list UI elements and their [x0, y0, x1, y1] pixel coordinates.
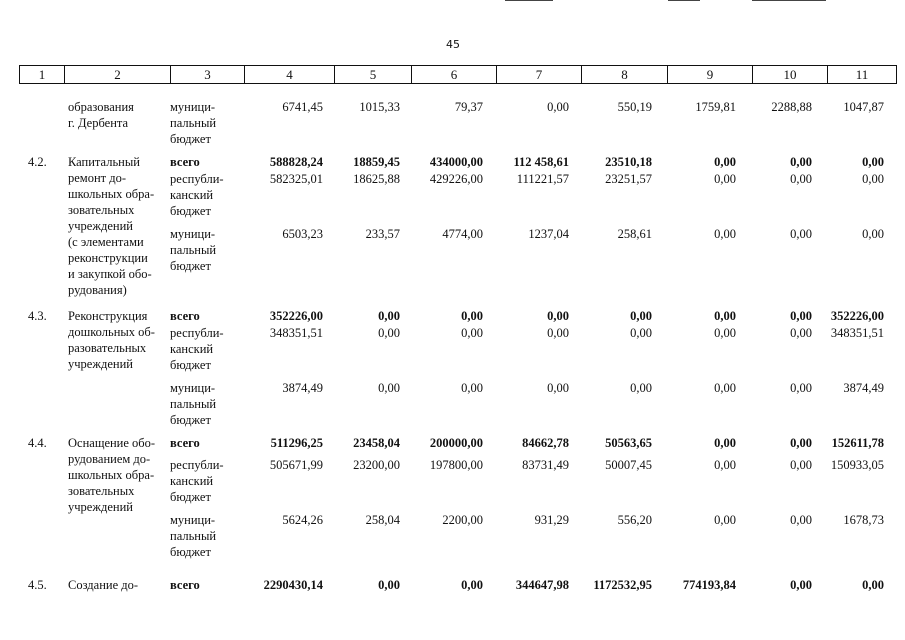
value-cell: 0,00	[714, 436, 736, 450]
source-label: муници- пальный бюджет	[170, 513, 217, 559]
value-cell: 0,00	[378, 326, 400, 340]
value-cell: 0,00	[378, 309, 400, 323]
col-header: 10	[753, 66, 828, 84]
value-cell: 429226,00	[429, 172, 483, 186]
col-header: 9	[668, 66, 753, 84]
value-cell: 0,00	[862, 578, 884, 592]
source-label: республи- канский бюджет	[170, 172, 224, 218]
value-cell: 588828,24	[269, 155, 323, 169]
value-cell: 0,00	[714, 458, 736, 472]
value-cell: 0,00	[790, 513, 812, 527]
value-cell: 0,00	[714, 172, 736, 186]
col-header: 1	[20, 66, 65, 84]
value-cell: 2290430,14	[263, 578, 323, 592]
col-header: 5	[335, 66, 412, 84]
value-cell: 774193,84	[682, 578, 736, 592]
value-cell: 3874,49	[282, 381, 323, 395]
row-id: 4.5.	[28, 578, 47, 592]
value-cell: 0,00	[461, 326, 483, 340]
source-label: республи- канский бюджет	[170, 458, 224, 504]
source-label: всего	[170, 578, 200, 592]
value-cell: 0,00	[790, 458, 812, 472]
column-header-row	[19, 65, 897, 84]
row-name: Капитальный ремонт до- школьных обра- зовательных учреждений (с элементами реконструкции и закупкой обо- рудования)	[68, 155, 155, 297]
value-cell: 0,00	[714, 227, 736, 241]
value-cell: 1759,81	[695, 100, 736, 114]
value-cell: 0,00	[630, 381, 652, 395]
value-cell: 0,00	[790, 326, 812, 340]
value-cell: 18859,45	[353, 155, 400, 169]
value-cell: 1237,04	[528, 227, 569, 241]
value-cell: 352226,00	[269, 309, 323, 323]
value-cell: 511296,25	[270, 436, 323, 450]
value-cell: 6503,23	[282, 227, 323, 241]
value-cell: 18625,88	[353, 172, 400, 186]
value-cell: 0,00	[547, 381, 569, 395]
col-header: 4	[245, 66, 335, 84]
value-cell: 931,29	[534, 513, 569, 527]
value-cell: 4774,00	[442, 227, 483, 241]
value-cell: 582325,01	[269, 172, 323, 186]
value-cell: 5624,26	[282, 513, 323, 527]
value-cell: 0,00	[461, 381, 483, 395]
value-cell: 0,00	[714, 326, 736, 340]
source-label: всего	[170, 436, 200, 450]
page-number: 45	[446, 38, 460, 51]
source-label: муници- пальный бюджет	[170, 100, 217, 146]
value-cell: 0,00	[790, 578, 812, 592]
col-header: 3	[171, 66, 245, 84]
source-label: республи- канский бюджет	[170, 326, 224, 372]
value-cell: 505671,99	[269, 458, 323, 472]
value-cell: 50007,45	[605, 458, 652, 472]
value-cell: 2288,88	[771, 100, 812, 114]
value-cell: 352226,00	[830, 309, 884, 323]
value-cell: 0,00	[862, 155, 884, 169]
value-cell: 0,00	[790, 227, 812, 241]
row-id: 4.4.	[28, 436, 47, 450]
col-header: 2	[65, 66, 171, 84]
row-name: Реконструкция дошкольных об- разовательных учреждений	[68, 309, 155, 371]
col-header: 7	[497, 66, 582, 84]
value-cell: 0,00	[790, 172, 812, 186]
value-cell: 111221,57	[516, 172, 569, 186]
value-cell: 23458,04	[353, 436, 400, 450]
value-cell: 258,61	[617, 227, 652, 241]
value-cell: 2200,00	[442, 513, 483, 527]
value-cell: 348351,51	[830, 326, 884, 340]
source-label: всего	[170, 309, 200, 323]
value-cell: 0,00	[790, 436, 812, 450]
value-cell: 0,00	[790, 309, 812, 323]
value-cell: 556,20	[617, 513, 652, 527]
col-header: 11	[828, 66, 897, 84]
value-cell: 1015,33	[359, 100, 400, 114]
value-cell: 0,00	[547, 326, 569, 340]
value-cell: 200000,00	[429, 436, 483, 450]
value-cell: 0,00	[714, 155, 736, 169]
value-cell: 0,00	[461, 578, 483, 592]
value-cell: 1172532,95	[593, 578, 652, 592]
row-id: 4.3.	[28, 309, 47, 323]
value-cell: 1047,87	[843, 100, 884, 114]
value-cell: 550,19	[617, 100, 652, 114]
row-name: образования г. Дербента	[68, 100, 134, 130]
value-cell: 233,57	[365, 227, 400, 241]
value-cell: 3874,49	[843, 381, 884, 395]
source-label: муници- пальный бюджет	[170, 381, 217, 427]
value-cell: 0,00	[630, 326, 652, 340]
source-label: муници- пальный бюджет	[170, 227, 217, 273]
value-cell: 0,00	[547, 100, 569, 114]
value-cell: 0,00	[862, 172, 884, 186]
value-cell: 150933,05	[830, 458, 884, 472]
value-cell: 344647,98	[515, 578, 569, 592]
value-cell: 348351,51	[269, 326, 323, 340]
value-cell: 50563,65	[605, 436, 652, 450]
value-cell: 79,37	[454, 100, 483, 114]
value-cell: 0,00	[630, 309, 652, 323]
value-cell: 0,00	[862, 227, 884, 241]
value-cell: 258,04	[365, 513, 400, 527]
value-cell: 23251,57	[605, 172, 652, 186]
value-cell: 0,00	[790, 381, 812, 395]
value-cell: 0,00	[714, 513, 736, 527]
col-header: 8	[582, 66, 668, 84]
row-name: Создание до-	[68, 578, 139, 592]
value-cell: 0,00	[378, 381, 400, 395]
value-cell: 0,00	[714, 381, 736, 395]
value-cell: 23510,18	[605, 155, 652, 169]
source-label: всего	[170, 155, 200, 169]
value-cell: 0,00	[790, 155, 812, 169]
value-cell: 0,00	[378, 578, 400, 592]
value-cell: 197800,00	[429, 458, 483, 472]
value-cell: 434000,00	[429, 155, 483, 169]
value-cell: 1678,73	[843, 513, 884, 527]
value-cell: 0,00	[547, 309, 569, 323]
value-cell: 0,00	[461, 309, 483, 323]
value-cell: 152611,78	[831, 436, 884, 450]
value-cell: 112 458,61	[513, 155, 569, 169]
value-cell: 0,00	[714, 309, 736, 323]
value-cell: 83731,49	[522, 458, 569, 472]
value-cell: 84662,78	[522, 436, 569, 450]
value-cell: 6741,45	[282, 100, 323, 114]
value-cell: 23200,00	[353, 458, 400, 472]
row-name: Оснащение обо- рудованием до- школьных обра- зовательных учреждений	[68, 436, 156, 514]
col-header: 6	[412, 66, 497, 84]
row-id: 4.2.	[28, 155, 47, 169]
